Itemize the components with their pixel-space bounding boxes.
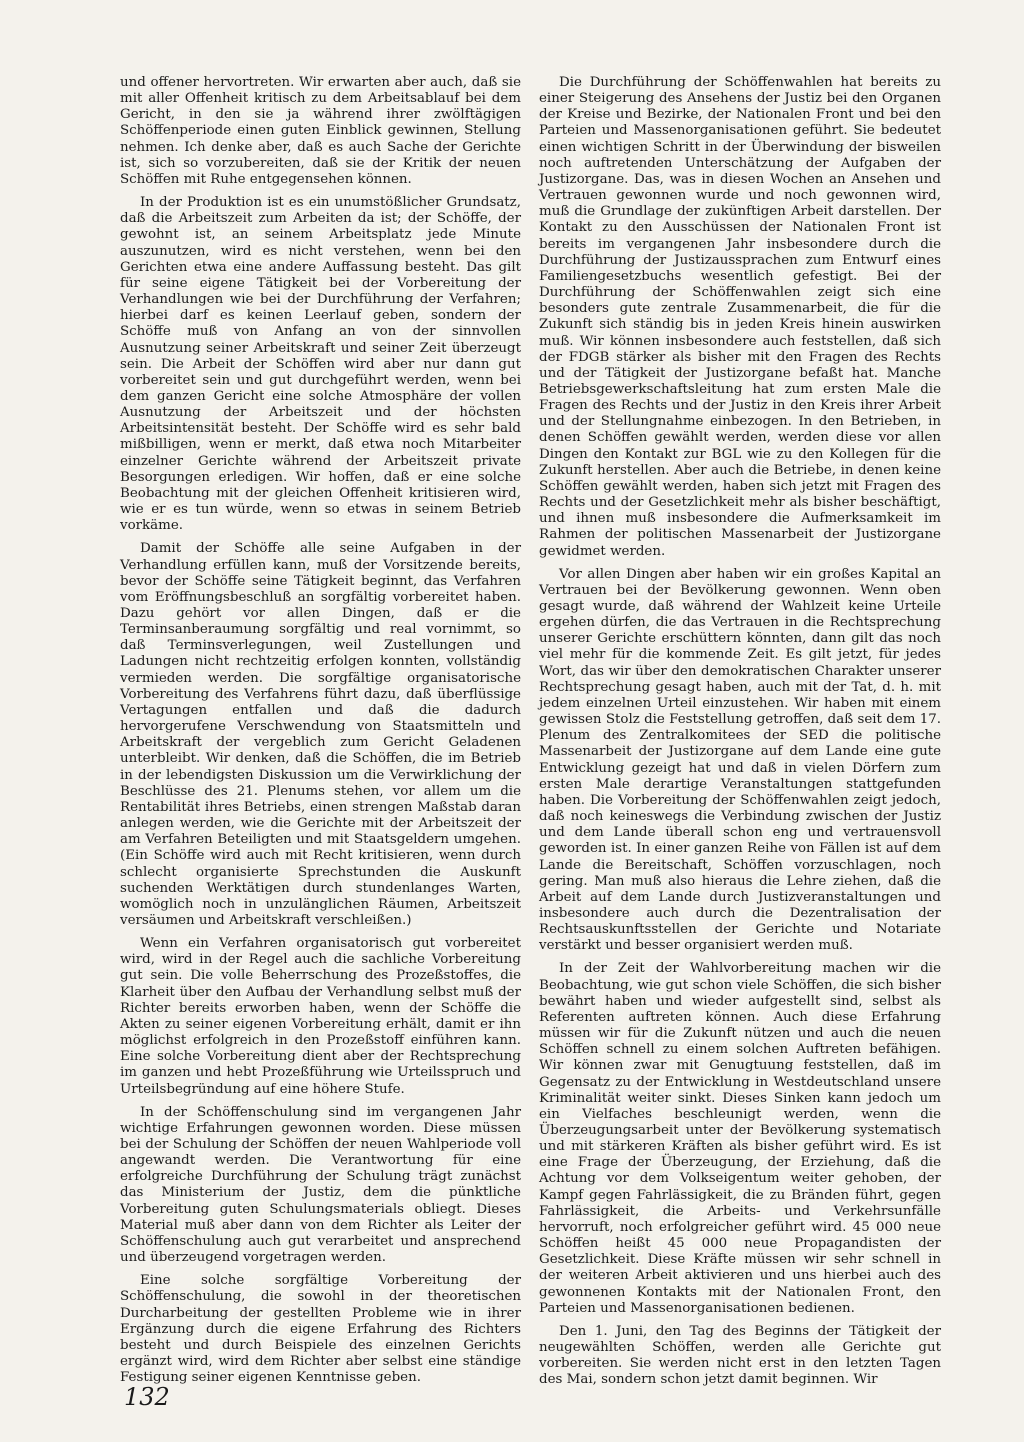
- paragraph: und offener hervortreten. Wir erwarten aber auch, daß sie mit aller Offenheit kritisch zu dem Arbeitsablauf bei dem Gericht, in den sie ja während ihrer zwölftägigen Schöffenperiode einen guten Einblick gewinnen, Stellung nehmen. Ich denke aber, daß es auch Sache der Gerichte ist, sich so vorzubereiten, daß sie der Kritik der neuen Schöffen mit Ruhe entgegensehen können.: [120, 75, 521, 187]
- paragraph: In der Schöffenschulung sind im vergangenen Jahr wichtige Erfahrungen gewonnen worden. Diese müssen bei der Schulung der Schöffen der neuen Wahlperiode voll angewandt werden. Die Verantwortung für eine erfolgreiche Durchführung der Schulung trägt zunächst das Ministerium der Justiz, dem die pünktliche Vorbereitung guten Schulungsmaterials obliegt. Dieses Material muß aber dann von dem Richter als Leiter der Schöffenschulung auch gut verarbeitet und ansprechend und überzeugend vorgetragen werden.: [120, 1104, 521, 1266]
- right-column: [539, 75, 941, 1389]
- paragraph: Wenn ein Verfahren organisatorisch gut vorbereitet wird, wird in der Regel auch die sachliche Vorbereitung gut sein. Die volle Beherrschung des Prozeßstoffes, die Klarheit über den Aufbau der Verhandlung selbst muß der Richter bereits erworben haben, wenn der Schöffe die Akten zu seiner eigenen Vorbereitung erhält, damit er ihn möglichst erfolgreich in den Prozeßstoff einführen kann. Eine solche Vorbereitung dient aber der Rechtsprechung im ganzen und hebt Prozeßführung wie Urteilsspruch und Urteilsbegründung auf eine höhere Stufe.: [120, 936, 521, 1097]
- left-column: [120, 75, 521, 1386]
- paragraph: Vor allen Dingen aber haben wir ein großes Kapital an Vertrauen bei der Bevölkerung gewonnen. Wenn oben gesagt wurde, daß während der Wahlzeit keine Urteile ergehen dürfen, die das Vertrauen in die Rechtsprechung unserer Gerichte erschüttern könnten, dann gilt das noch viel mehr für die kommende Zeit. Es gilt jetzt, für jedes Wort, das wir über den demokratischen Charakter unserer Rechtsprechung gesagt haben, auch mit der Tat, d. h. mit jedem einzelnen Urteil einzustehen. Wir haben mit einem gewissen Stolz die Feststellung getroffen, daß seit dem 17. Plenum des Zentralkomitees der SED die politische Massenarbeit der Justizorgane auf dem Lande eine gute Entwicklung gezeigt hat und daß in vielen Dörfern zum ersten Male derartige Veranstaltungen stattgefunden haben. Die Vorbereitung der Schöffenwahlen zeigt jedoch, daß noch keineswegs die Verbindung zwischen der Justiz und dem Lande überall schon eng und vertrauensvoll geworden ist. In einer ganzen Reihe von Fällen ist auf dem Lande die Bereitschaft, Schöffen vorzuschlagen, noch gering. Man muß also hieraus die Lehre ziehen, daß die Arbeit auf dem Lande durch Justizveranstaltungen und insbesondere auch durch die Dezentralisation der Rechtsauskunftsstellen der Gerichte und Notariate verstärkt und besser organisiert werden muß.: [539, 566, 941, 954]
- page-number: 132: [124, 1383, 170, 1411]
- paragraph: Den 1. Juni, den Tag des Beginns der Tätigkeit der neugewählten Schöffen, werden alle Gerichte gut vorbereiten. Sie werden nicht erst in den letzten Tagen des Mai, sondern schon jetzt damit beginnen. Wir: [539, 1323, 941, 1388]
- paragraph: Damit der Schöffe alle seine Aufgaben in der Verhandlung erfüllen kann, muß der Vorsitzende bereits, bevor der Schöffe seine Tätigkeit beginnt, das Verfahren vom Eröffnungsbeschluß an sorgfältig vorbereitet haben. Dazu gehört vor allen Dingen, daß er die Terminsanberaumung sorgfältig und real vornimmt, so daß Terminsverlegungen, weil Zustellungen und Ladungen nicht rechtzeitig erfolgen konnten, vollständig vermieden werden. Die sorgfältige organisatorische Vorbereitung des Verfahrens führt dazu, daß überflüssige Vertagungen entfallen und daß die dadurch hervorgerufene Verschwendung von Staatsmitteln und Arbeitskraft der vergeblich zum Gericht Geladenen unterbleibt. Wir denken, daß die Schöffen, die im Betrieb in der lebendigsten Diskussion um die Verwirklichung der Beschlüsse des 21. Plenums stehen, vor allem um die Rentabilität ihres Betriebs, einen strengen Maßstab daran anlegen werden, wie die Gerichte mit der Arbeitszeit der am Verfahren Beteiligten und mit Staatsgeldern umgehen. (Ein Schöffe wird auch mit Recht kritisieren, wenn durch schlecht organisierte Sprechstunden die Auskunft suchenden Werktätigen durch stundenlanges Warten, womöglich noch in unzulänglichen Räumen, Arbeitszeit versäumen und Arbeitskraft verschleißen.): [120, 541, 521, 928]
- paragraph: In der Produktion ist es ein unumstößlicher Grundsatz, daß die Arbeitszeit zum Arbeiten da ist; der Schöffe, der gewohnt ist, an seinem Arbeitsplatz jede Minute auszunutzen, wird es nicht verstehen, wenn bei den Gerichten etwa eine andere Auffassung besteht. Das gilt für seine eigene Tätigkeit bei der Vorbereitung der Verhandlungen wie bei der Durchführung der Verfahren; hierbei darf es keinen Leerlauf geben, sondern der Schöffe muß von Anfang an von der sinnvollen Ausnutzung seiner Arbeitskraft und seiner Zeit überzeugt sein. Die Arbeit der Schöffen wird aber nur dann gut vorbereitet sein und gut durchgeführt werden, wenn bei dem ganzen Gericht eine solche Atmosphäre der vollen Ausnutzung der Arbeitszeit und der höchsten Arbeitsintensität besteht. Der Schöffe wird es sehr bald mißbilligen, wenn er merkt, daß etwa noch Mitarbeiter einzelner Gerichte während der Arbeitszeit private Besorgungen erledigen. Wir hoffen, daß er eine solche Beobachtung mit der gleichen Offenheit kritisieren wird, wie er es tun würde, wenn so etwas in seinem Betrieb vorkäme.: [120, 195, 521, 534]
- paragraph: In der Zeit der Wahlvorbereitung machen wir die Beobachtung, wie gut schon viele Schöffen, die sich bisher bewährt haben und wieder aufgestellt sind, selbst als Referenten auftreten können. Auch diese Erfahrung müssen wir für die Zukunft nützen und auch die neuen Schöffen schnell zu einem solchen Auftreten befähigen. Wir können zwar mit Genugtuung feststellen, daß im Gegensatz zu der Entwicklung in Westdeutschland unsere Kriminalität weiter sinkt. Dieses Sinken kann jedoch um ein Vielfaches beschleunigt werden, wenn die Überzeugungsarbeit unter der Bevölkerung systematisch und mit stärkeren Kräften als bisher geführt wird. Es ist eine Frage der Überzeugung, der Erziehung, daß die Achtung vor dem Volkseigentum weiter gehoben, der Kampf gegen Fahrlässigkeit, die zu Bränden führt, gegen Fahrlässigkeit, die Arbeits- und Verkehrsunfälle hervorruft, noch erfolgreicher geführt wird. 45 000 neue Schöffen heißt 45 000 neue Propagandisten der Gesetzlichkeit. Diese Kräfte müssen wir sehr schnell in der weiteren Arbeit aktivieren und uns hierbei auch des gewonnenen Kontakts mit der Nationalen Front, den Parteien und Massenorganisationen bedienen.: [539, 961, 941, 1316]
- paragraph: Eine solche sorgfältige Vorbereitung der Schöffenschulung, die sowohl in der theoretischen Durcharbeitung der gestellten Probleme wie in ihrer Ergänzung durch die eigene Erfahrung des Richters besteht und durch Beispiele des einzelnen Gerichts ergänzt wird, wird dem Richter aber selbst eine ständige Festigung seiner eigenen Kenntnisse geben.: [120, 1273, 521, 1386]
- paragraph: Die Durchführung der Schöffenwahlen hat bereits zu einer Steigerung des Ansehens der Justiz bei den Organen der Kreise und Bezirke, der Nationalen Front und bei den Parteien und Massenorganisationen geführt. Sie bedeutet einen wichtigen Schritt in der Überwindung der bisweilen noch auftretenden Unterschätzung der Aufgaben der Justizorgane. Das, was in diesen Wochen an Ansehen und Vertrauen gewonnen wurde und noch gewonnen wird, muß die Grundlage der zukünftigen Arbeit darstellen. Der Kontakt zu den Ausschüssen der Nationalen Front ist bereits im vergangenen Jahr insbesondere durch die Durchführung der Justizaussprachen zum Entwurf eines Familiengesetzbuchs wesentlich gefestigt. Bei der Durchführung der Schöffenwahlen zeigt sich eine besonders gute zentrale Zusammenarbeit, die für die Zukunft sich ständig bis in jeden Kreis hinein auswirken muß. Wir können insbesondere auch feststellen, daß sich der FDGB stärker als bisher mit den Fragen des Rechts und der Tätigkeit der Justizorgane befaßt hat. Manche Betriebsgewerkschaftsleitung hat zum ersten Male die Fragen des Rechts und der Justiz in den Kreis ihrer Arbeit und der Stellungnahme einbezogen. In den Betrieben, in denen Schöffen gewählt werden, werden diese vor allen Dingen den Kontakt zur BGL wie zu den Kollegen für die Zukunft herstellen. Aber auch die Betriebe, in denen keine Schöffen gewählt werden, haben sich jetzt mit Fragen des Rechts und der Gesetzlichkeit mehr als bisher beschäftigt, und ihnen muß insbesondere die Aufmerksamkeit im Rahmen der politischen Massenarbeit der Justizorgane gewidmet werden.: [539, 75, 941, 559]
